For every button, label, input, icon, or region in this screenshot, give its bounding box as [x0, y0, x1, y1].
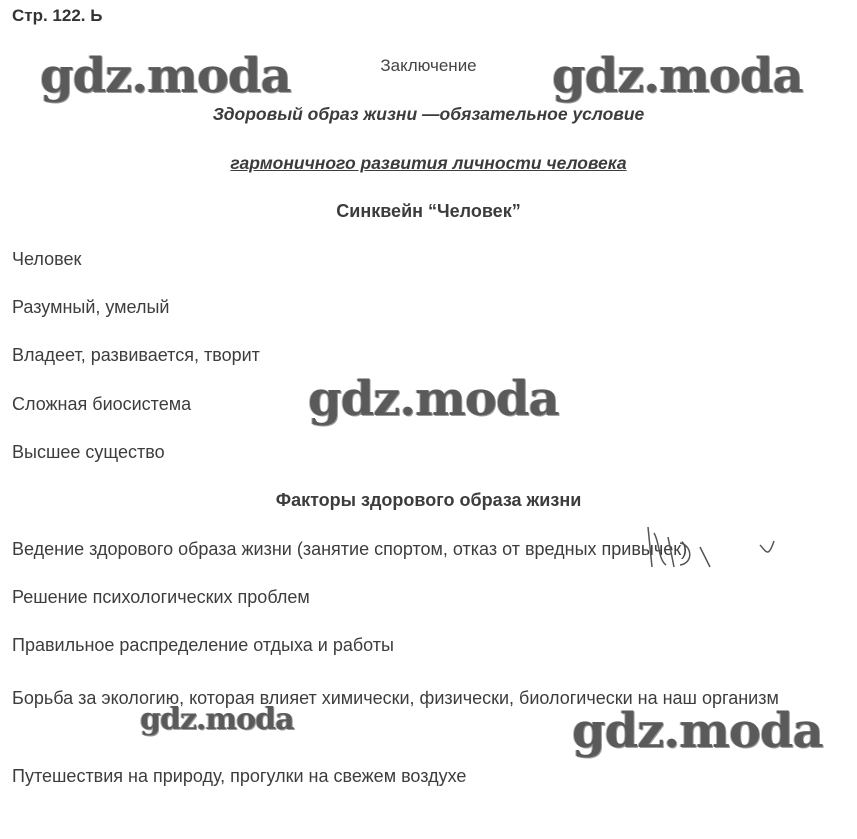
syncwine-line: Сложная биосистема: [12, 394, 192, 414]
page-header: Стр. 122. Ь: [12, 6, 103, 25]
factor-item: Путешествия на природу, прогулки на свежем воздухе: [12, 766, 467, 786]
watermark: gdz.moda: [40, 48, 291, 104]
handwritten-scribble: [640, 523, 780, 573]
syncwine-title: Синквейн “Человек”: [336, 201, 521, 221]
factor-item: Борьба за экологию, которая влияет химически, физически, биологически на наш организм: [12, 688, 779, 708]
factor-item: Правильное распределение отдыха и работы: [12, 635, 394, 655]
factor-item: Решение психологических проблем: [12, 587, 310, 607]
syncwine-line: Разумный, умелый: [12, 297, 170, 317]
syncwine-line: Человек: [12, 249, 82, 269]
watermark: gdz.moda: [552, 48, 803, 104]
factors-title: Факторы здорового образа жизни: [275, 490, 582, 510]
watermark: gdz.moda: [308, 371, 559, 427]
conclusion-title: Заключение: [380, 56, 477, 75]
main-title-line-2: гармоничного развития личности человека: [230, 153, 627, 173]
syncwine-line: Высшее существо: [12, 442, 165, 462]
watermark: gdz.moda: [572, 703, 823, 759]
syncwine-line: Владеет, развивается, творит: [12, 345, 260, 365]
main-title-line-1: Здоровый образ жизни —обязательное условие: [212, 104, 645, 124]
watermark: gdz.moda: [140, 702, 294, 737]
factor-item: Ведение здорового образа жизни (занятие спортом, отказ от вредных привычек): [12, 539, 688, 559]
